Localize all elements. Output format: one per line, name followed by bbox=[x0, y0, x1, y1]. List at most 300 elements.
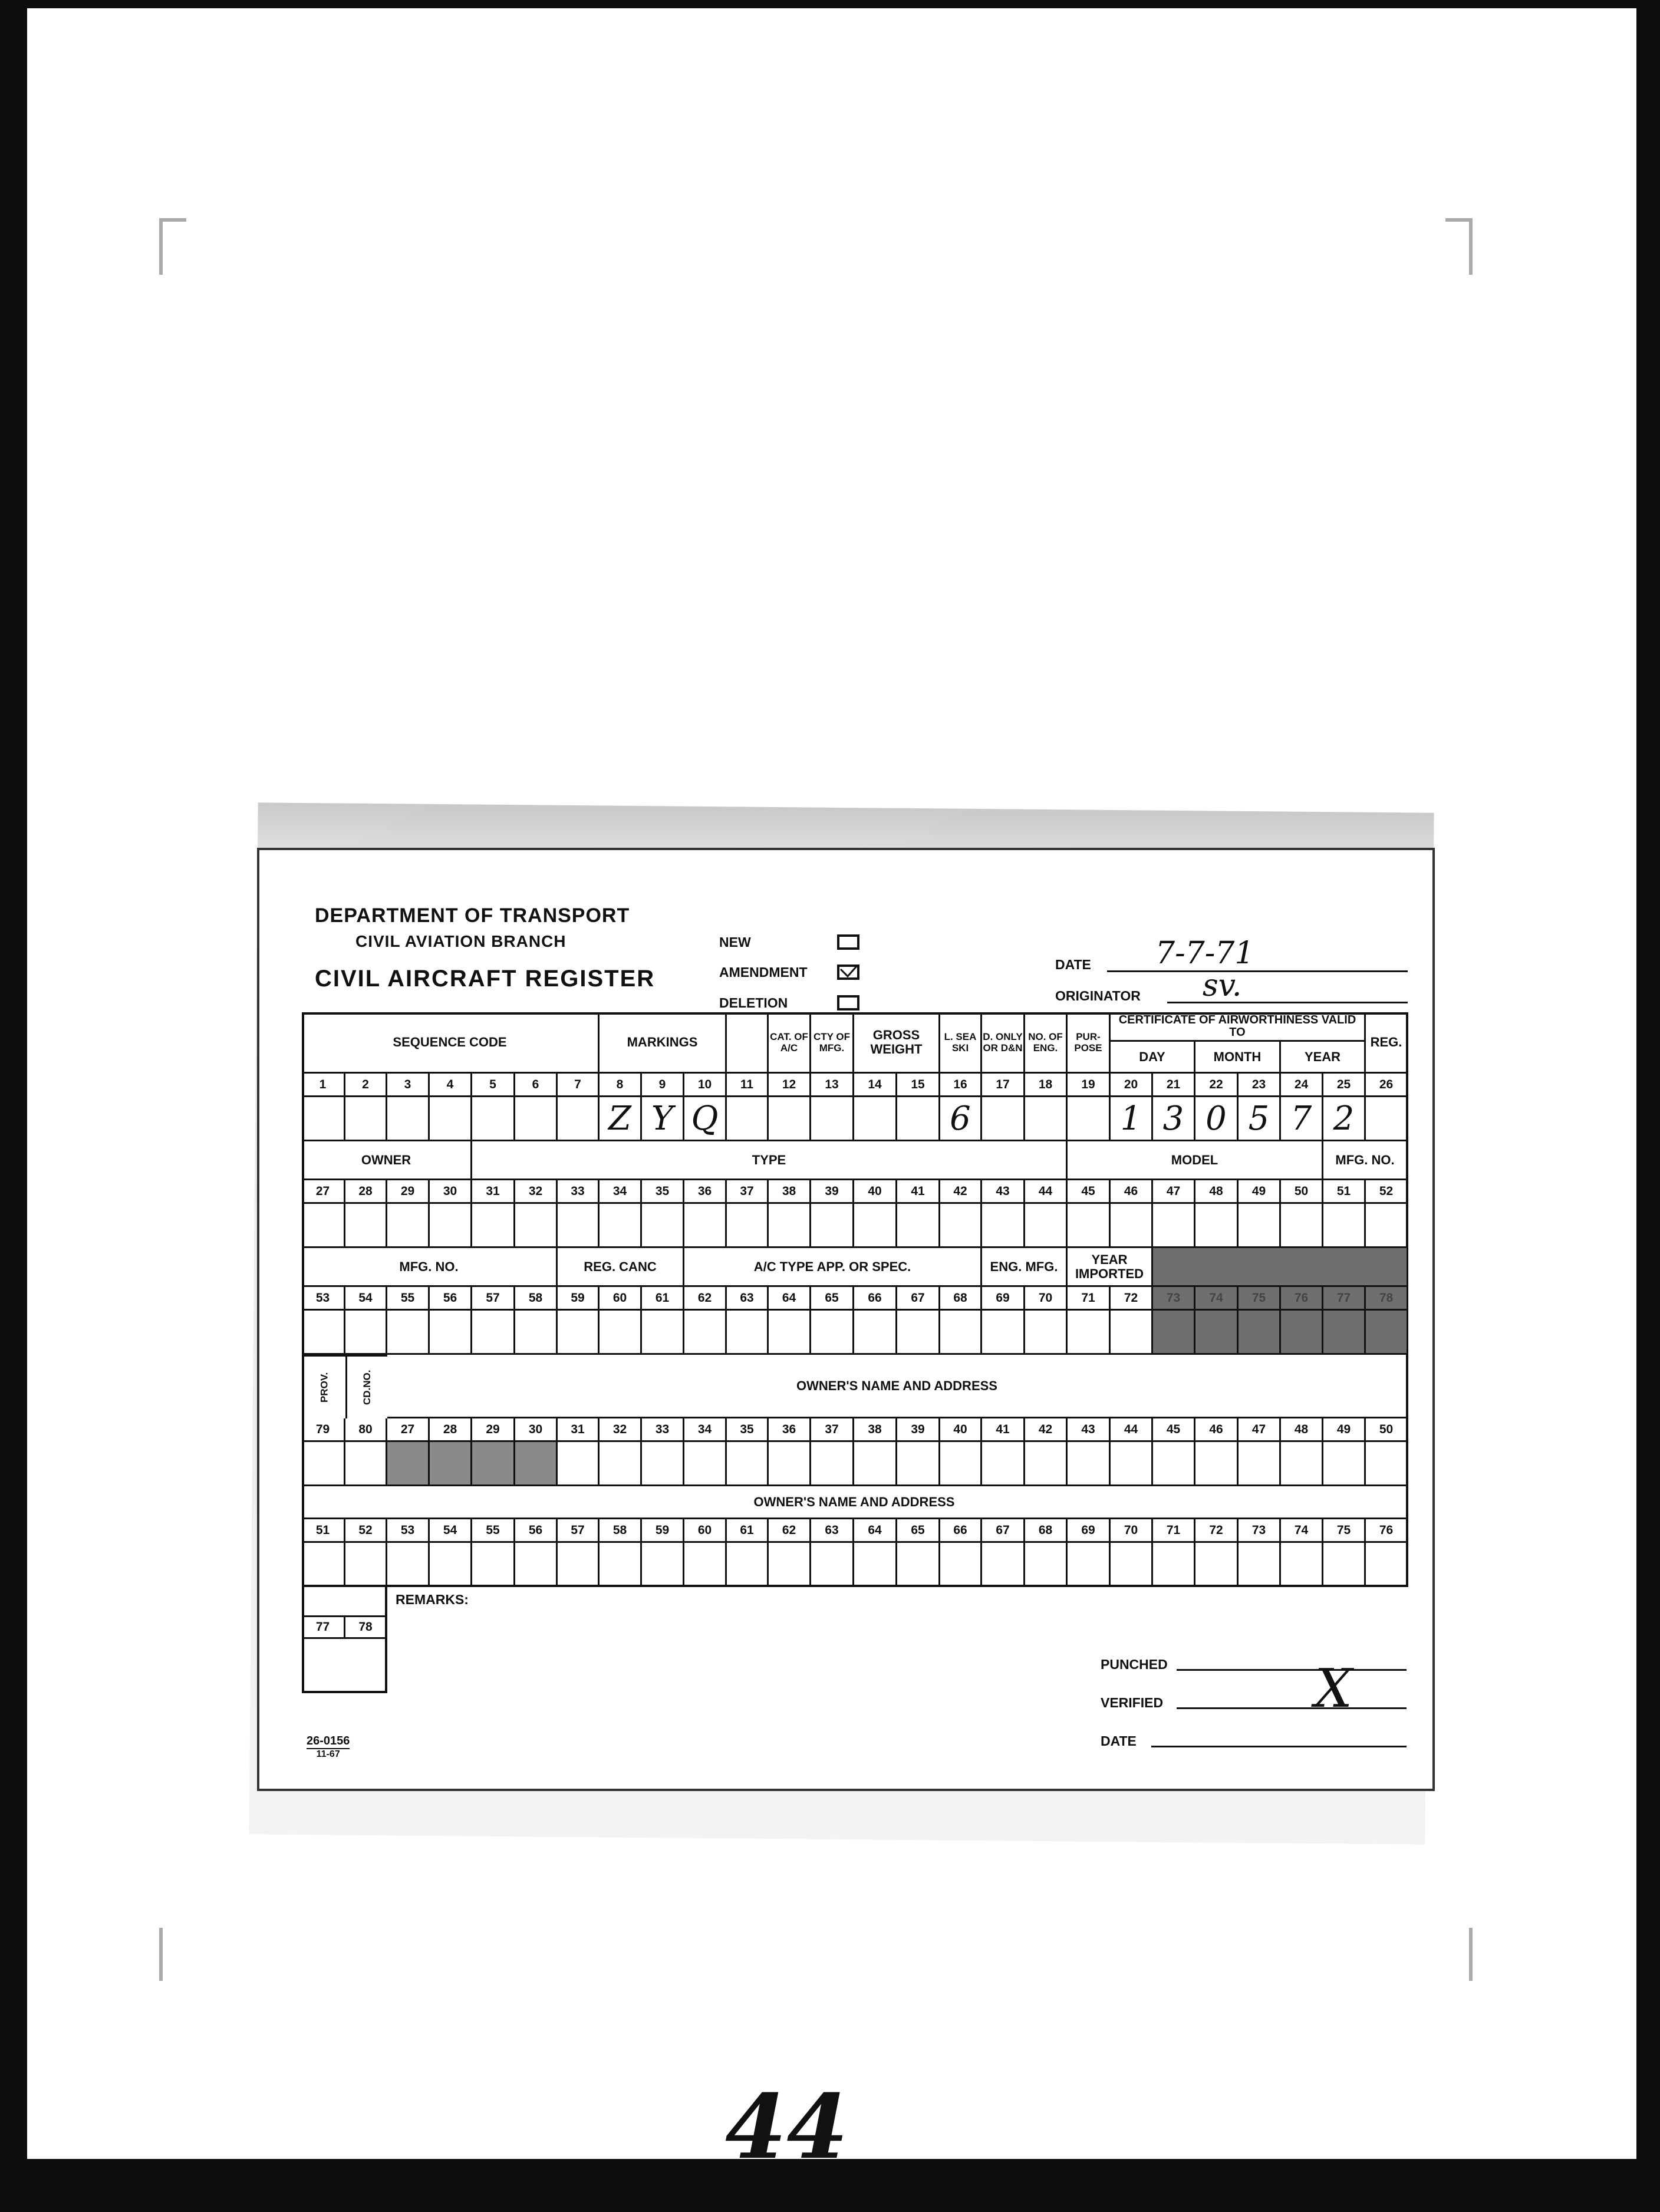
entry-cell[interactable] bbox=[430, 1204, 472, 1248]
column-number: 44 bbox=[1025, 1180, 1068, 1204]
crop-mark bbox=[159, 1928, 186, 1981]
originator-value[interactable]: sv. bbox=[1203, 968, 1242, 1003]
column-number: 70 bbox=[1025, 1287, 1068, 1311]
column-number: 31 bbox=[472, 1180, 515, 1204]
entry-cell[interactable] bbox=[472, 1097, 515, 1141]
column-number: 47 bbox=[1153, 1180, 1195, 1204]
entry-cell[interactable] bbox=[897, 1204, 940, 1248]
entry-cell[interactable] bbox=[1281, 1543, 1323, 1587]
entry-cell[interactable] bbox=[600, 1204, 642, 1248]
header-reg: REG. bbox=[1366, 1012, 1408, 1074]
column-number: 40 bbox=[854, 1180, 897, 1204]
column-number: 57 bbox=[558, 1519, 600, 1543]
entry-cell[interactable] bbox=[727, 1442, 769, 1486]
column-number: 42 bbox=[940, 1180, 982, 1204]
column-number: 6 bbox=[515, 1074, 558, 1097]
entry-cell[interactable] bbox=[1153, 1204, 1195, 1248]
entry-cell[interactable] bbox=[1025, 1543, 1068, 1587]
entry-cell[interactable] bbox=[854, 1543, 897, 1587]
header-purpose: PUR- POSE bbox=[1068, 1012, 1111, 1074]
column-number: 27 bbox=[387, 1418, 430, 1442]
column-number: 49 bbox=[1323, 1418, 1366, 1442]
entry-cell[interactable] bbox=[1239, 1543, 1281, 1587]
column-number: 34 bbox=[684, 1418, 727, 1442]
entry-cell[interactable] bbox=[1366, 1543, 1408, 1587]
column-number: 55 bbox=[472, 1519, 515, 1543]
column-number: 50 bbox=[1281, 1180, 1323, 1204]
form-number bbox=[307, 1734, 350, 1760]
film-border-top bbox=[0, 0, 1660, 8]
column-number: 52 bbox=[345, 1519, 387, 1543]
column-number: 51 bbox=[302, 1519, 345, 1543]
header-owners-name-address: OWNER'S NAME AND ADDRESS bbox=[387, 1355, 1408, 1418]
column-number: 64 bbox=[854, 1519, 897, 1543]
column-number: 72 bbox=[1111, 1287, 1153, 1311]
column-number: 45 bbox=[1068, 1180, 1111, 1204]
column-number: 2 bbox=[345, 1074, 387, 1097]
entry-cell[interactable] bbox=[1068, 1311, 1111, 1355]
column-number: 51 bbox=[1323, 1180, 1366, 1204]
film-border-right bbox=[1636, 0, 1660, 2212]
column-number: 28 bbox=[345, 1180, 387, 1204]
crop-mark bbox=[1445, 218, 1473, 275]
column-number: 73 bbox=[1153, 1287, 1195, 1311]
entry-cell[interactable] bbox=[472, 1543, 515, 1587]
entry-cell[interactable] bbox=[1025, 1311, 1068, 1355]
verified-mark[interactable]: X bbox=[1315, 1658, 1353, 1720]
entry-cell[interactable] bbox=[558, 1311, 600, 1355]
column-number: 25 bbox=[1323, 1074, 1366, 1097]
entry-cell[interactable] bbox=[811, 1543, 854, 1587]
column-number: 22 bbox=[1195, 1074, 1239, 1097]
column-number: 24 bbox=[1281, 1074, 1323, 1097]
entry-cell[interactable]: Y bbox=[642, 1097, 684, 1141]
header-blank bbox=[727, 1012, 769, 1074]
entry-cell[interactable] bbox=[854, 1442, 897, 1486]
column-number: 47 bbox=[1239, 1418, 1281, 1442]
column-number: 71 bbox=[1153, 1519, 1195, 1543]
form-number-date: 11-67 bbox=[316, 1749, 340, 1759]
entry-cell[interactable]: 2 bbox=[1323, 1097, 1366, 1141]
column-number: 12 bbox=[769, 1074, 811, 1097]
column-number: 3 bbox=[387, 1074, 430, 1097]
column-number: 61 bbox=[642, 1287, 684, 1311]
entry-cell[interactable] bbox=[982, 1442, 1025, 1486]
column-number: 36 bbox=[769, 1418, 811, 1442]
column-number: 37 bbox=[811, 1418, 854, 1442]
entry-cell[interactable] bbox=[684, 1311, 727, 1355]
column-number: 43 bbox=[1068, 1418, 1111, 1442]
column-number: 41 bbox=[897, 1180, 940, 1204]
column-number: 34 bbox=[600, 1180, 642, 1204]
column-number: 15 bbox=[897, 1074, 940, 1097]
entry-cell[interactable] bbox=[430, 1442, 472, 1486]
entry-cell[interactable] bbox=[1239, 1204, 1281, 1248]
bottom-date-line bbox=[1151, 1746, 1407, 1747]
column-number: 18 bbox=[1025, 1074, 1068, 1097]
dept-heading: DEPARTMENT OF TRANSPORT bbox=[315, 904, 630, 927]
column-number: 29 bbox=[472, 1418, 515, 1442]
header-month: MONTH bbox=[1195, 1042, 1281, 1074]
entry-cell[interactable] bbox=[1153, 1442, 1195, 1486]
column-number: 1 bbox=[302, 1074, 345, 1097]
entry-cell bbox=[1281, 1311, 1323, 1355]
header-mfg-no: MFG. NO. bbox=[1323, 1141, 1408, 1180]
entry-cell[interactable] bbox=[811, 1442, 854, 1486]
column-number: 53 bbox=[387, 1519, 430, 1543]
entry-cell[interactable] bbox=[1323, 1204, 1366, 1248]
column-number: 7 bbox=[558, 1074, 600, 1097]
header-sequence-code: SEQUENCE CODE bbox=[302, 1012, 600, 1074]
column-number: 11 bbox=[727, 1074, 769, 1097]
entry-cell[interactable]: 5 bbox=[1239, 1097, 1281, 1141]
entry-cell[interactable] bbox=[940, 1204, 982, 1248]
column-number: 77 bbox=[1323, 1287, 1366, 1311]
header-year-imported: YEAR IMPORTED bbox=[1068, 1248, 1153, 1287]
column-number: 44 bbox=[1111, 1418, 1153, 1442]
entry-cell[interactable] bbox=[515, 1442, 558, 1486]
entry-cell[interactable] bbox=[811, 1204, 854, 1248]
column-number: 38 bbox=[854, 1418, 897, 1442]
entry-cell[interactable]: Z bbox=[600, 1097, 642, 1141]
header-country: CTY OF MFG. bbox=[811, 1012, 854, 1074]
entry-cell[interactable] bbox=[387, 1204, 430, 1248]
entry-cell[interactable] bbox=[769, 1442, 811, 1486]
film-border-left bbox=[0, 0, 27, 2212]
entry-cell[interactable] bbox=[600, 1442, 642, 1486]
header-certificate: CERTIFICATE OF AIRWORTHINESS VALID TO bbox=[1111, 1012, 1366, 1042]
column-number: 80 bbox=[345, 1418, 387, 1442]
deletion-checkbox[interactable] bbox=[837, 995, 859, 1010]
column-number: 56 bbox=[430, 1287, 472, 1311]
entry-cell[interactable] bbox=[430, 1543, 472, 1587]
column-number: 29 bbox=[387, 1180, 430, 1204]
column-number: 49 bbox=[1239, 1180, 1281, 1204]
entry-cell[interactable] bbox=[769, 1204, 811, 1248]
column-number: 33 bbox=[558, 1180, 600, 1204]
column-number: 68 bbox=[1025, 1519, 1068, 1543]
column-number: 60 bbox=[684, 1519, 727, 1543]
column-number: 71 bbox=[1068, 1287, 1111, 1311]
column-number: 62 bbox=[684, 1287, 727, 1311]
column-number: 23 bbox=[1239, 1074, 1281, 1097]
column-number: 79 bbox=[302, 1418, 345, 1442]
entry-cell[interactable] bbox=[769, 1543, 811, 1587]
entry-cell[interactable] bbox=[515, 1097, 558, 1141]
entry-cell[interactable] bbox=[387, 1097, 430, 1141]
entry-cell[interactable] bbox=[558, 1543, 600, 1587]
column-number: 35 bbox=[642, 1180, 684, 1204]
entry-cell[interactable] bbox=[642, 1543, 684, 1587]
column-number: 53 bbox=[302, 1287, 345, 1311]
column-number: 5 bbox=[472, 1074, 515, 1097]
entry-cell[interactable] bbox=[811, 1097, 854, 1141]
column-number: 66 bbox=[854, 1287, 897, 1311]
entry-cell[interactable] bbox=[982, 1204, 1025, 1248]
column-number: 63 bbox=[727, 1287, 769, 1311]
verified-line bbox=[1177, 1707, 1407, 1709]
entry-cell[interactable] bbox=[558, 1442, 600, 1486]
header-ac-type-app: A/C TYPE APP. OR SPEC. bbox=[684, 1248, 982, 1287]
entry-cell[interactable] bbox=[1195, 1543, 1239, 1587]
column-number: 60 bbox=[600, 1287, 642, 1311]
entry-cell[interactable] bbox=[684, 1442, 727, 1486]
column-number: 39 bbox=[811, 1180, 854, 1204]
entry-cell[interactable] bbox=[727, 1543, 769, 1587]
entry-cell[interactable] bbox=[302, 1097, 345, 1141]
header-year: YEAR bbox=[1281, 1042, 1366, 1074]
column-number: 28 bbox=[430, 1418, 472, 1442]
entry-cell[interactable] bbox=[940, 1543, 982, 1587]
entry-cell[interactable] bbox=[600, 1311, 642, 1355]
column-number: 67 bbox=[897, 1287, 940, 1311]
entry-cell[interactable] bbox=[1153, 1543, 1195, 1587]
entry-cell[interactable] bbox=[940, 1311, 982, 1355]
entry-cell[interactable] bbox=[472, 1442, 515, 1486]
entry-cell[interactable] bbox=[345, 1204, 387, 1248]
entry-cell[interactable] bbox=[1195, 1442, 1239, 1486]
entry-cell bbox=[1195, 1311, 1239, 1355]
new-checkbox[interactable] bbox=[837, 934, 859, 950]
entry-cell[interactable] bbox=[1025, 1442, 1068, 1486]
entry-cell[interactable] bbox=[1281, 1204, 1323, 1248]
entry-cell bbox=[1366, 1311, 1408, 1355]
column-number: 14 bbox=[854, 1074, 897, 1097]
header-day: DAY bbox=[1111, 1042, 1195, 1074]
entry-cell[interactable] bbox=[854, 1097, 897, 1141]
shaded-block bbox=[1153, 1248, 1408, 1287]
column-number: 30 bbox=[515, 1418, 558, 1442]
header-category: CAT. OF A/C bbox=[769, 1012, 811, 1074]
remarks-column-box bbox=[302, 1587, 387, 1693]
column-number: 74 bbox=[1195, 1287, 1239, 1311]
entry-cell[interactable] bbox=[1366, 1097, 1408, 1141]
checkmark-icon bbox=[839, 966, 857, 977]
punched-label: PUNCHED bbox=[1101, 1657, 1168, 1672]
entry-cell[interactable] bbox=[769, 1311, 811, 1355]
column-number: 69 bbox=[982, 1287, 1025, 1311]
entry-cell[interactable] bbox=[1111, 1311, 1153, 1355]
column-number: 65 bbox=[897, 1519, 940, 1543]
column-number: 48 bbox=[1195, 1180, 1239, 1204]
entry-cell[interactable] bbox=[982, 1097, 1025, 1141]
entry-cell[interactable] bbox=[940, 1442, 982, 1486]
entry-cell[interactable] bbox=[642, 1311, 684, 1355]
column-number: 27 bbox=[302, 1180, 345, 1204]
column-number: 67 bbox=[982, 1519, 1025, 1543]
header-d-only: D. ONLY OR D&N bbox=[982, 1012, 1025, 1074]
entry-cell[interactable] bbox=[1068, 1204, 1111, 1248]
column-number: 72 bbox=[1195, 1519, 1239, 1543]
entry-cell[interactable] bbox=[1323, 1442, 1366, 1486]
entry-cell[interactable]: 3 bbox=[1153, 1097, 1195, 1141]
entry-cell[interactable]: 6 bbox=[940, 1097, 982, 1141]
entry-cell[interactable] bbox=[897, 1442, 940, 1486]
register-card bbox=[257, 848, 1435, 1791]
amendment-checkbox[interactable] bbox=[837, 965, 859, 980]
entry-cell[interactable] bbox=[897, 1311, 940, 1355]
entry-cell[interactable] bbox=[684, 1543, 727, 1587]
entry-cell[interactable] bbox=[302, 1204, 345, 1248]
column-number: 78 bbox=[345, 1615, 387, 1639]
column-number: 21 bbox=[1153, 1074, 1195, 1097]
entry-cell[interactable] bbox=[982, 1543, 1025, 1587]
column-number: 32 bbox=[600, 1418, 642, 1442]
column-number: 65 bbox=[811, 1287, 854, 1311]
header-no-of-eng: NO. OF ENG. bbox=[1025, 1012, 1068, 1074]
entry-cell[interactable] bbox=[302, 1442, 345, 1486]
column-number: 78 bbox=[1366, 1287, 1408, 1311]
entry-cell[interactable] bbox=[558, 1097, 600, 1141]
entry-cell[interactable] bbox=[1111, 1204, 1153, 1248]
column-number: 13 bbox=[811, 1074, 854, 1097]
header-reg-canc: REG. CANC bbox=[558, 1248, 684, 1287]
header-eng-mfg: ENG. MFG. bbox=[982, 1248, 1068, 1287]
entry-cell[interactable] bbox=[515, 1543, 558, 1587]
date-label: DATE bbox=[1055, 957, 1091, 972]
entry-cell[interactable] bbox=[387, 1543, 430, 1587]
entry-cell[interactable]: Q bbox=[684, 1097, 727, 1141]
column-number: 62 bbox=[769, 1519, 811, 1543]
entry-cell[interactable] bbox=[642, 1442, 684, 1486]
column-number: 48 bbox=[1281, 1418, 1323, 1442]
entry-cell[interactable] bbox=[1111, 1442, 1153, 1486]
column-number: 76 bbox=[1366, 1519, 1408, 1543]
entry-cell bbox=[1153, 1311, 1195, 1355]
column-number: 40 bbox=[940, 1418, 982, 1442]
entry-cell[interactable] bbox=[854, 1311, 897, 1355]
column-number: 75 bbox=[1239, 1287, 1281, 1311]
originator-label: ORIGINATOR bbox=[1055, 988, 1141, 1003]
entry-cell[interactable] bbox=[302, 1543, 345, 1587]
entry-cell[interactable] bbox=[1025, 1204, 1068, 1248]
entry-cell[interactable]: 1 bbox=[1111, 1097, 1153, 1141]
header-mfg-no-2: MFG. NO. bbox=[302, 1248, 558, 1287]
column-number: 19 bbox=[1068, 1074, 1111, 1097]
entry-cell[interactable] bbox=[1111, 1543, 1153, 1587]
entry-cell[interactable] bbox=[387, 1311, 430, 1355]
entry-cell[interactable] bbox=[684, 1204, 727, 1248]
entry-cell[interactable] bbox=[642, 1204, 684, 1248]
entry-cell[interactable] bbox=[1195, 1204, 1239, 1248]
column-number: 30 bbox=[430, 1180, 472, 1204]
entry-cell[interactable] bbox=[515, 1204, 558, 1248]
column-number: 70 bbox=[1111, 1519, 1153, 1543]
entry-cell[interactable] bbox=[472, 1204, 515, 1248]
entry-cell[interactable] bbox=[1068, 1097, 1111, 1141]
entry-cell[interactable] bbox=[897, 1097, 940, 1141]
entry-cell[interactable] bbox=[1068, 1543, 1111, 1587]
entry-cell[interactable] bbox=[727, 1311, 769, 1355]
column-number: 37 bbox=[727, 1180, 769, 1204]
column-number: 50 bbox=[1366, 1418, 1408, 1442]
form-title: CIVIL AIRCRAFT REGISTER bbox=[315, 966, 656, 992]
column-number: 58 bbox=[515, 1287, 558, 1311]
check-label-amendment: AMENDMENT bbox=[719, 965, 808, 980]
entry-cell[interactable] bbox=[769, 1097, 811, 1141]
entry-cell[interactable] bbox=[387, 1442, 430, 1486]
entry-cell[interactable] bbox=[1366, 1204, 1408, 1248]
column-number: 16 bbox=[940, 1074, 982, 1097]
column-number: 46 bbox=[1111, 1180, 1153, 1204]
check-label-new: NEW bbox=[719, 934, 751, 950]
entry-cell[interactable]: 7 bbox=[1281, 1097, 1323, 1141]
column-number: 9 bbox=[642, 1074, 684, 1097]
entry-cell[interactable] bbox=[982, 1311, 1025, 1355]
column-number: 58 bbox=[600, 1519, 642, 1543]
entry-cell[interactable] bbox=[430, 1097, 472, 1141]
column-number: 26 bbox=[1366, 1074, 1408, 1097]
entry-cell[interactable] bbox=[1068, 1442, 1111, 1486]
entry-cell[interactable] bbox=[897, 1543, 940, 1587]
entry-cell[interactable] bbox=[1025, 1097, 1068, 1141]
column-number: 45 bbox=[1153, 1418, 1195, 1442]
entry-cell[interactable] bbox=[600, 1543, 642, 1587]
crop-mark bbox=[1445, 1928, 1473, 1981]
entry-cell[interactable] bbox=[1239, 1442, 1281, 1486]
verified-label: VERIFIED bbox=[1101, 1695, 1164, 1710]
header-owners-name-address-2: OWNER'S NAME AND ADDRESS bbox=[302, 1486, 1408, 1519]
header-gross-weight: GROSS WEIGHT bbox=[854, 1012, 940, 1074]
column-number: 56 bbox=[515, 1519, 558, 1543]
entry-cell[interactable] bbox=[558, 1204, 600, 1248]
column-number: 38 bbox=[769, 1180, 811, 1204]
column-number: 59 bbox=[558, 1287, 600, 1311]
date-line bbox=[1107, 970, 1408, 972]
column-number: 54 bbox=[430, 1519, 472, 1543]
entry-cell[interactable] bbox=[727, 1204, 769, 1248]
column-number: 20 bbox=[1111, 1074, 1153, 1097]
date-value[interactable]: 7-7-71 bbox=[1155, 936, 1254, 971]
entry-cell[interactable] bbox=[1323, 1543, 1366, 1587]
column-number: 39 bbox=[897, 1418, 940, 1442]
entry-cell[interactable] bbox=[302, 1311, 345, 1355]
entry-cell[interactable] bbox=[345, 1311, 387, 1355]
entry-cell[interactable] bbox=[430, 1311, 472, 1355]
entry-cell[interactable] bbox=[345, 1543, 387, 1587]
entry-cell[interactable] bbox=[345, 1097, 387, 1141]
column-number: 4 bbox=[430, 1074, 472, 1097]
entry-cell[interactable] bbox=[1281, 1442, 1323, 1486]
branch-heading: CIVIL AVIATION BRANCH bbox=[355, 932, 566, 950]
column-number: 75 bbox=[1323, 1519, 1366, 1543]
entry-cell[interactable] bbox=[727, 1097, 769, 1141]
column-number: 55 bbox=[387, 1287, 430, 1311]
column-number: 77 bbox=[302, 1615, 345, 1639]
crop-mark bbox=[159, 218, 186, 275]
column-number: 69 bbox=[1068, 1519, 1111, 1543]
punched-line bbox=[1177, 1669, 1407, 1671]
entry-cell[interactable] bbox=[1366, 1442, 1408, 1486]
column-number: 41 bbox=[982, 1418, 1025, 1442]
header-owner: OWNER bbox=[302, 1141, 472, 1180]
entry-cell[interactable] bbox=[345, 1442, 387, 1486]
entry-cell[interactable]: 0 bbox=[1195, 1097, 1239, 1141]
column-number: 68 bbox=[940, 1287, 982, 1311]
remarks-label: REMARKS: bbox=[396, 1592, 469, 1607]
column-number: 33 bbox=[642, 1418, 684, 1442]
entry-cell[interactable] bbox=[854, 1204, 897, 1248]
column-number: 10 bbox=[684, 1074, 727, 1097]
header-prov: PROV. bbox=[302, 1355, 345, 1418]
page-number-mark: 44 bbox=[725, 2075, 848, 2179]
entry-cell[interactable] bbox=[515, 1311, 558, 1355]
header-sea-ski: L. SEA SKI bbox=[940, 1012, 982, 1074]
column-number: 59 bbox=[642, 1519, 684, 1543]
entry-cell[interactable] bbox=[811, 1311, 854, 1355]
entry-cell[interactable] bbox=[472, 1311, 515, 1355]
column-number: 73 bbox=[1239, 1519, 1281, 1543]
